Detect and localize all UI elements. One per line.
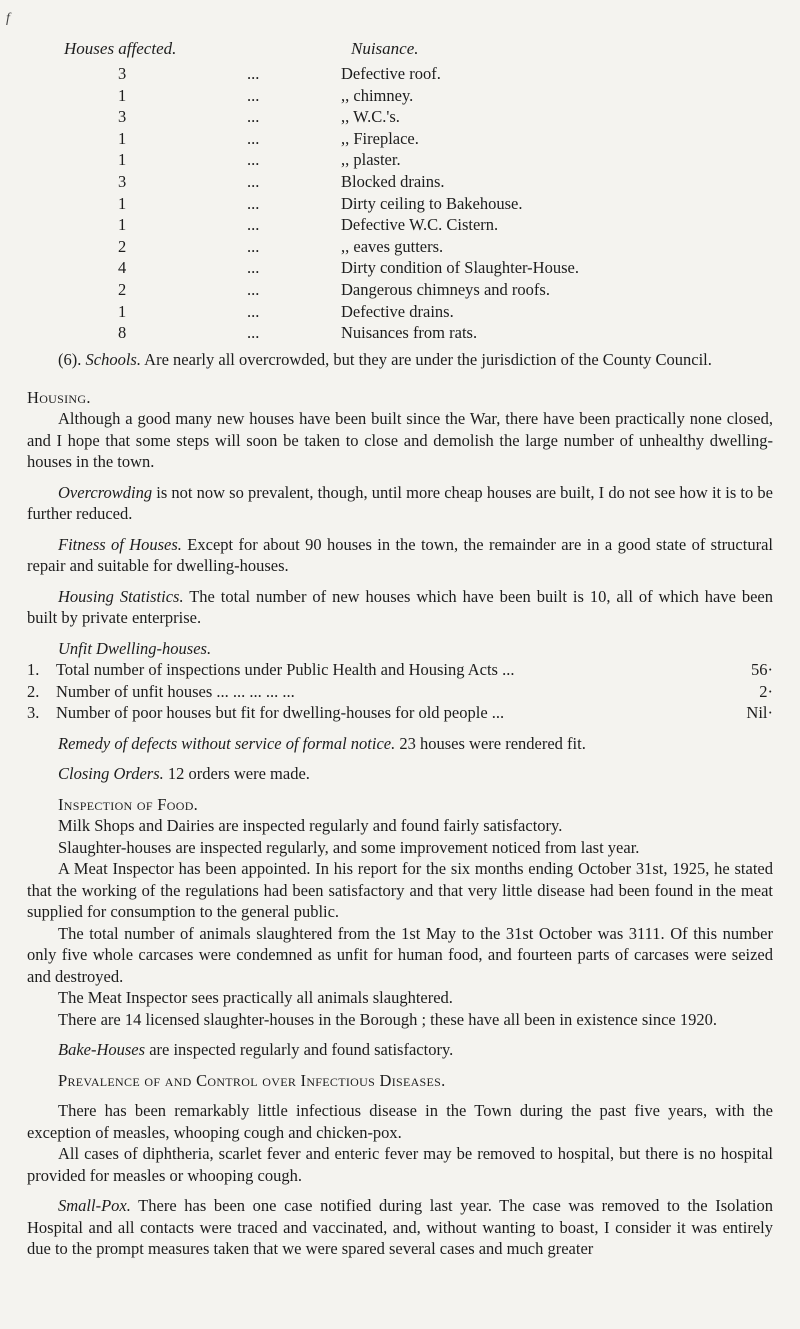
nuisance-text: ,, plaster. xyxy=(341,150,401,170)
remedy-heading: Remedy of defects without service of formal notice. xyxy=(58,733,396,753)
overcrowding-heading: Overcrowding xyxy=(58,482,153,502)
nuisance-text: Defective drains. xyxy=(341,301,454,321)
nuisance-text: ,, chimney. xyxy=(341,85,414,105)
houses-count: 1 xyxy=(118,128,127,148)
houses-count: 1 xyxy=(118,215,127,235)
leader-dots: ... xyxy=(247,171,260,191)
housing-intro: Although a good many new houses have been built since the War, there have been practically none closed, and I hope that some steps will soon be taken to close and demolish the large number of unhealthy dwelling-houses in the town. xyxy=(27,409,773,471)
leader-dots: ... xyxy=(247,279,260,299)
houses-affected-header: Houses affected. xyxy=(64,39,177,58)
closing-text: 12 orders were made. xyxy=(163,764,310,784)
leader-dots: ... xyxy=(247,150,260,170)
table-row xyxy=(0,193,800,215)
slaughter-paragraph: Slaughter-houses are inspected regularly, and some improvement noticed from last year. xyxy=(58,837,640,857)
list-value: 2· xyxy=(759,681,773,701)
fitness-text: Except for about 90 houses in the town, the remainder are in a good state of structural repair and suitable for dwelling-houses. xyxy=(27,534,773,575)
infectious-intro: There has been remarkably little infectious disease in the Town during the past five years, with the exception of measles, whooping cough and chicken-pox. xyxy=(27,1101,773,1142)
nuisance-text: Dirty condition of Slaughter-House. xyxy=(341,258,579,278)
body-text xyxy=(27,349,773,1260)
nuisance-text: Defective W.C. Cistern. xyxy=(341,215,499,235)
list-text: Number of unfit houses ... ... ... ... ... xyxy=(56,681,295,701)
overcrowding-paragraph xyxy=(27,482,773,525)
houses-count: 2 xyxy=(118,236,127,256)
nuisance-text: ,, Fireplace. xyxy=(341,128,419,148)
leader-dots: ... xyxy=(247,193,260,213)
infectious-heading: Prevalence of and Control over Infectious Diseases. xyxy=(58,1070,446,1090)
unfit-heading: Unfit Dwelling-houses. xyxy=(58,638,212,658)
table-row xyxy=(0,171,800,193)
food-heading: Inspection of Food. xyxy=(58,794,199,814)
table-row xyxy=(0,63,800,85)
list-item xyxy=(27,681,773,703)
nuisance-text: Dangerous chimneys and roofs. xyxy=(341,279,550,299)
smallpox-text: There has been one case notified during last year. The case was removed to the Isolation Hospital and all contacts were traced and vaccinated, and, without wanting to boast, I consider it was entirely due to the prompt measures taken that we were spared several cases and much greater xyxy=(27,1196,773,1259)
stats-paragraph xyxy=(27,586,773,629)
list-item xyxy=(27,702,773,724)
smallpox-heading: Small-Pox. xyxy=(58,1196,131,1216)
nuisance-text: Defective roof. xyxy=(341,64,441,83)
table-row xyxy=(0,279,800,301)
table-row xyxy=(0,301,800,323)
meat-inspector-paragraph: A Meat Inspector has been appointed. In his report for the six months ending October 31st, 1925, he stated that the working of the regulations had been satisfactory and that very little disease had been found in the meat supplied for consumption to the general public. xyxy=(27,859,773,922)
schools-text: Are nearly all overcrowded, but they are under the jurisdiction of the County Council. xyxy=(140,350,712,369)
leader-dots: ... xyxy=(247,64,260,83)
list-number: 2. xyxy=(27,681,40,701)
stats-heading: Housing Statistics. xyxy=(58,586,184,606)
bake-text: are inspected regularly and found satisfactory. xyxy=(145,1040,454,1060)
houses-count: 1 xyxy=(118,193,127,213)
housing-heading: Housing. xyxy=(27,387,91,407)
houses-count: 3 xyxy=(118,107,127,127)
list-value: Nil· xyxy=(746,703,773,723)
closing-heading: Closing Orders. xyxy=(58,764,164,784)
fitness-paragraph xyxy=(27,534,773,577)
leader-dots: ... xyxy=(247,258,260,278)
sees-paragraph: The Meat Inspector sees practically all animals slaughtered. xyxy=(58,988,453,1008)
nuisance-header: Nuisance. xyxy=(351,39,419,58)
leader-dots: ... xyxy=(247,215,260,235)
list-number: 3. xyxy=(27,703,40,723)
nuisance-text: Blocked drains. xyxy=(341,171,445,191)
milk-paragraph: Milk Shops and Dairies are inspected regularly and found fairly satisfactory. xyxy=(58,816,563,836)
nuisance-text: Dirty ceiling to Bakehouse. xyxy=(341,193,523,213)
bake-heading: Bake-Houses xyxy=(58,1040,146,1060)
remedy-text: 23 houses were rendered fit. xyxy=(395,733,586,753)
leader-dots: ... xyxy=(247,107,260,127)
table-row xyxy=(0,149,800,171)
fitness-heading: Fitness of Houses. xyxy=(58,534,182,554)
nuisance-table xyxy=(0,63,800,344)
schools-lead: (6). xyxy=(58,350,86,369)
houses-count: 3 xyxy=(118,171,127,191)
list-value: 56· xyxy=(751,660,773,679)
houses-count: 4 xyxy=(118,258,127,278)
list-text: Number of poor houses but fit for dwelling-houses for old people ... xyxy=(56,703,505,723)
unfit-list xyxy=(27,659,773,724)
stats-text: The total number of new houses which have been built is 10, all of which have been built by private enterprise. xyxy=(27,586,773,627)
houses-count: 3 xyxy=(118,64,127,83)
overcrowding-text: is not now so prevalent, though, until more cheap houses are built, I do not see how it is to be further reduced. xyxy=(27,482,773,523)
table-row xyxy=(0,236,800,258)
leader-dots: ... xyxy=(247,236,260,256)
hospital-paragraph: All cases of diphtheria, scarlet fever and enteric fever may be removed to hospital, but there is no hospital provided for measles or whooping cough. xyxy=(27,1144,773,1185)
list-number: 1. xyxy=(27,660,40,679)
list-text: Total number of inspections under Public Health and Housing Acts ... xyxy=(56,660,515,679)
licensed-paragraph: There are 14 licensed slaughter-houses in the Borough ; these have all been in existence since 1920. xyxy=(58,1009,717,1029)
smallpox-paragraph xyxy=(27,1195,773,1260)
leader-dots: ... xyxy=(247,85,260,105)
animals-paragraph: The total number of animals slaughtered from the 1st May to the 31st October was 3111. Of this number only five whole carcases were condemned as unfit for human food, and fourteen parts of carcases were seized and destroyed. xyxy=(27,923,773,986)
schools-paragraph xyxy=(27,349,773,371)
nuisance-text: ,, eaves gutters. xyxy=(341,236,444,256)
leader-dots: ... xyxy=(247,301,260,321)
closing-paragraph xyxy=(27,763,773,785)
table-row xyxy=(0,128,800,150)
table-row xyxy=(0,106,800,128)
nuisance-text: ,, W.C.'s. xyxy=(341,107,400,127)
leader-dots: ... xyxy=(247,128,260,148)
list-item xyxy=(27,659,773,681)
bake-paragraph xyxy=(27,1039,773,1061)
leader-dots: ... xyxy=(247,323,260,343)
schools-heading: Schools. xyxy=(85,350,141,369)
table-row xyxy=(0,322,800,344)
table-row xyxy=(0,85,800,107)
table-row xyxy=(0,214,800,236)
houses-count: 1 xyxy=(118,301,127,321)
houses-count: 1 xyxy=(118,150,127,170)
houses-count: 1 xyxy=(118,85,127,105)
remedy-paragraph xyxy=(27,733,773,755)
nuisance-text: Nuisances from rats. xyxy=(341,323,478,343)
corner-mark: f xyxy=(6,11,10,26)
houses-count: 2 xyxy=(118,279,127,299)
table-row xyxy=(0,257,800,279)
houses-count: 8 xyxy=(118,323,127,343)
